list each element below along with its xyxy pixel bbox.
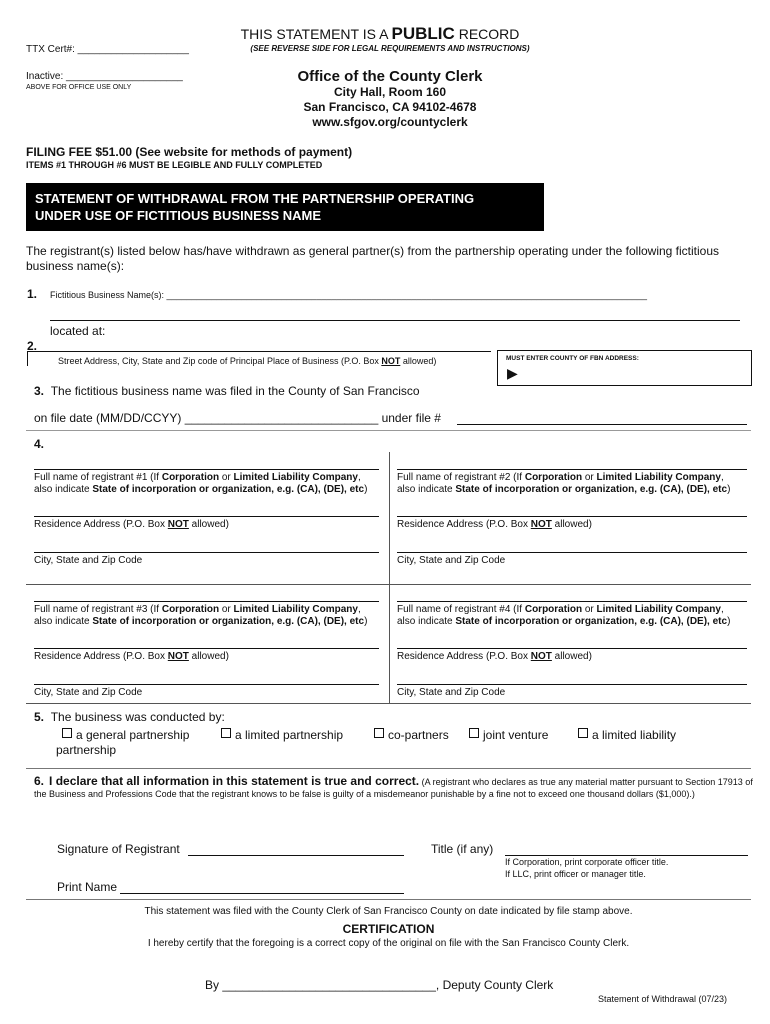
- registrant-4-city-label: City, State and Zip Code: [397, 687, 506, 698]
- item-2-number: 2.: [27, 339, 38, 353]
- label-text: Limited Liability Company: [233, 472, 358, 483]
- registrant-3-city-line[interactable]: [34, 684, 379, 685]
- title-field[interactable]: [505, 855, 748, 856]
- label-text: allowed): [551, 651, 592, 662]
- office-name: Office of the County Clerk: [297, 68, 483, 85]
- signature-field[interactable]: [188, 855, 404, 856]
- checkbox[interactable]: [221, 728, 231, 738]
- divider: [26, 768, 751, 769]
- registrant-3-city-label: City, State and Zip Code: [34, 687, 143, 698]
- county-box[interactable]: [497, 350, 752, 386]
- label-text: Full name of registrant #3 (If: [34, 604, 162, 615]
- label-text: State of incorporation or organization, e.g. (CA), (DE), etc: [455, 484, 728, 495]
- option-label: a limited partnership: [235, 728, 344, 742]
- legibility-note: ITEMS #1 THROUGH #6 MUST BE LEGIBLE AND FULLY COMPLETED: [26, 160, 323, 170]
- street-label-pre: Street Address, City, State and Zip code of Principal Place of Business (P.O. Box: [58, 356, 382, 366]
- label-text: Corporation: [524, 604, 583, 615]
- label-text: ): [727, 616, 731, 627]
- label-text: Residence Address (P.O. Box: [397, 651, 531, 662]
- option-label: co-partners: [388, 728, 449, 742]
- registrant-4-name-label: [397, 604, 730, 628]
- file-date-label: on file date (MM/DD/CCYY): [34, 411, 185, 425]
- label-text: Limited Liability Company: [596, 472, 721, 483]
- option-co-partners[interactable]: [374, 728, 449, 742]
- registrant-3-residence-line[interactable]: [34, 648, 379, 649]
- label-text: Full name of registrant #4 (If: [397, 604, 525, 615]
- label-text: ): [727, 484, 731, 495]
- title-pre: THIS STATEMENT IS A: [240, 26, 392, 42]
- office-website[interactable]: www.sfgov.org/countyclerk: [312, 115, 468, 129]
- item-6-text: [34, 775, 754, 800]
- label-text: Limited Liability Company: [233, 604, 358, 615]
- fictitious-name-field[interactable]: Fictitious Business Name(s): ________________________________________________________________________________________________: [50, 290, 648, 300]
- label-text: Residence Address (P.O. Box: [397, 519, 531, 530]
- registrant-2-residence-line[interactable]: [397, 516, 747, 517]
- item-3-number: 3.: [34, 384, 45, 398]
- label-text: Full name of registrant #2 (If: [397, 472, 525, 483]
- page-subtitle: (SEE REVERSE SIDE FOR LEGAL REQUIREMENTS AND INSTRUCTIONS): [250, 44, 530, 53]
- label-text: State of incorporation or organization, e.g. (CA), (DE), etc: [92, 616, 365, 627]
- label-text: or: [219, 472, 234, 483]
- registrant-4-name-line[interactable]: [397, 601, 747, 602]
- corp-title-note: If Corporation, print corporate officer title.: [505, 857, 669, 867]
- label-text: also indicate: [34, 484, 93, 495]
- label-text: NOT: [530, 519, 552, 530]
- street-label-not: NOT: [381, 356, 401, 366]
- print-name-field[interactable]: [120, 893, 404, 894]
- label-text: also indicate: [397, 484, 456, 495]
- item-5-number: 5.: [34, 710, 45, 724]
- file-date-field[interactable]: _____________________________: [184, 411, 379, 425]
- located-at-label: located at:: [50, 324, 106, 338]
- checkbox[interactable]: [469, 728, 479, 738]
- file-number-label: under file #: [378, 411, 441, 425]
- label-text: State of incorporation or organization, e.g. (CA), (DE), etc: [455, 616, 728, 627]
- registrant-4-residence-line[interactable]: [397, 648, 747, 649]
- title-post: RECORD: [454, 26, 520, 42]
- item-3-statement: The fictitious business name was filed in the County of San Francisco: [50, 384, 420, 398]
- label-text: ): [364, 484, 368, 495]
- registrant-2-name-line[interactable]: [397, 469, 747, 470]
- checkbox[interactable]: [62, 728, 72, 738]
- registrant-2-city-label: City, State and Zip Code: [397, 555, 506, 566]
- label-text: also indicate: [34, 616, 93, 627]
- label-text: Corporation: [161, 472, 220, 483]
- title-public: PUBLIC: [391, 24, 455, 43]
- llc-title-note: If LLC, print officer or manager title.: [505, 869, 646, 879]
- certification-text: I hereby certify that the foregoing is a correct copy of the original on file with the San Francisco County Clerk.: [147, 938, 630, 949]
- deputy-clerk-field[interactable]: By ________________________________, Deputy County Clerk: [205, 978, 554, 992]
- ttx-cert-field[interactable]: TTX Cert#: ____________________: [26, 44, 189, 55]
- label-text: State of incorporation or organization, e.g. (CA), (DE), etc: [92, 484, 365, 495]
- option-joint-venture[interactable]: [469, 728, 548, 742]
- registrant-4-residence-label: [397, 651, 592, 663]
- label-text: Residence Address (P.O. Box: [34, 519, 168, 530]
- label-text: ,: [720, 472, 724, 483]
- office-use-note: ABOVE FOR OFFICE USE ONLY: [26, 84, 132, 91]
- grid-vertical-divider: [389, 452, 390, 704]
- arrow-icon: ▶: [507, 365, 518, 381]
- option-limited-liability[interactable]: [578, 728, 676, 742]
- file-date-row: [34, 411, 441, 425]
- print-name-label: Print Name: [57, 880, 118, 894]
- form-title-banner: [26, 183, 544, 231]
- registrant-1-name-label: [34, 472, 367, 496]
- label-text: ,: [720, 604, 724, 615]
- registrant-4-city-line[interactable]: [397, 684, 747, 685]
- item-5-statement: The business was conducted by:: [50, 710, 225, 724]
- label-text: NOT: [167, 651, 189, 662]
- divider: [26, 899, 751, 900]
- street-address-label: [58, 356, 436, 366]
- item-1-number: 1.: [27, 287, 38, 301]
- label-text: also indicate: [397, 616, 456, 627]
- label-text: allowed): [551, 519, 592, 530]
- label-text: allowed): [188, 651, 229, 662]
- item-4-number: 4.: [34, 437, 45, 451]
- option-wrap-text: partnership: [56, 743, 117, 757]
- file-number-field[interactable]: [457, 424, 747, 425]
- label-text: Residence Address (P.O. Box: [34, 651, 168, 662]
- label-text: or: [582, 472, 597, 483]
- street-label-post: allowed): [400, 356, 437, 366]
- street-address-line[interactable]: [27, 351, 491, 352]
- checkbox[interactable]: [374, 728, 384, 738]
- registrant-1-city-label: City, State and Zip Code: [34, 555, 143, 566]
- office-address-1: City Hall, Room 160: [333, 85, 447, 99]
- office-address-2: San Francisco, CA 94102-4678: [303, 100, 477, 114]
- registrant-1-name-line[interactable]: [34, 469, 379, 470]
- label-text: or: [582, 604, 597, 615]
- grid-bottom-border: [26, 703, 751, 704]
- label-text: Corporation: [161, 604, 220, 615]
- form-identifier: Statement of Withdrawal (07/23): [598, 994, 728, 1004]
- label-text: or: [219, 604, 234, 615]
- registrant-2-city-line[interactable]: [397, 552, 747, 553]
- label-text: ): [364, 616, 368, 627]
- registrant-1-residence-label: [34, 519, 229, 531]
- label-text: ,: [357, 472, 361, 483]
- banner-line-1: STATEMENT OF WITHDRAWAL FROM THE PARTNERSHIP OPERATING: [35, 191, 475, 206]
- label-text: allowed): [188, 519, 229, 530]
- filed-statement: This statement was filed with the County Clerk of San Francisco County on date indicated by file stamp above.: [144, 906, 633, 917]
- signature-label: Signature of Registrant: [57, 842, 180, 856]
- label-text: NOT: [530, 651, 552, 662]
- grid-horizontal-divider: [26, 584, 751, 585]
- legal-notice: (A registrant who declares as true any material matter pursuant to Section 17913 of the Business and Professions Code that the registrant knows to be false is guilty of a misdemeanor punishable by a fine not to exceed one thousand dollars ($1,000).): [34, 777, 753, 799]
- certification-title: CERTIFICATION: [342, 922, 435, 936]
- item-6-number: 6.: [34, 774, 45, 788]
- county-label: MUST ENTER COUNTY OF FBN ADDRESS:: [506, 355, 639, 362]
- option-label: a limited liability: [592, 728, 677, 742]
- registrant-2-residence-label: [397, 519, 592, 531]
- option-label: a general partnership: [76, 728, 190, 742]
- registrant-3-name-line[interactable]: [34, 601, 379, 602]
- divider: [27, 352, 28, 366]
- option-general-partnership[interactable]: [62, 728, 189, 742]
- title-label: Title (if any): [431, 842, 494, 856]
- inactive-field[interactable]: Inactive: _____________________: [26, 71, 183, 82]
- registrant-2-name-label: [397, 472, 730, 496]
- declaration: I declare that all information in this statement is true and correct.: [49, 774, 420, 788]
- registrant-3-residence-label: [34, 651, 229, 663]
- option-label: joint venture: [483, 728, 549, 742]
- filing-fee: FILING FEE $51.00 (See website for methods of payment): [26, 145, 353, 159]
- registrant-3-name-label: [34, 604, 367, 628]
- registrant-1-residence-line[interactable]: [34, 516, 379, 517]
- label-text: Corporation: [524, 472, 583, 483]
- item-5-text: [34, 710, 225, 724]
- checkbox[interactable]: [578, 728, 588, 738]
- label-text: ,: [357, 604, 361, 615]
- option-limited-partnership[interactable]: [221, 728, 343, 742]
- registrant-1-city-line[interactable]: [34, 552, 379, 553]
- banner-line-2: UNDER USE OF FICTITIOUS BUSINESS NAME: [35, 208, 322, 223]
- item-3-text: [34, 384, 420, 398]
- label-text: NOT: [167, 519, 189, 530]
- page-title: [230, 24, 530, 44]
- label-text: Full name of registrant #1 (If: [34, 472, 162, 483]
- intro-text: The registrant(s) listed below has/have withdrawn as general partner(s) from the partnership operating under the following fictitious business name(s):: [26, 244, 720, 273]
- fictitious-name-line-2[interactable]: [50, 320, 740, 321]
- label-text: Limited Liability Company: [596, 604, 721, 615]
